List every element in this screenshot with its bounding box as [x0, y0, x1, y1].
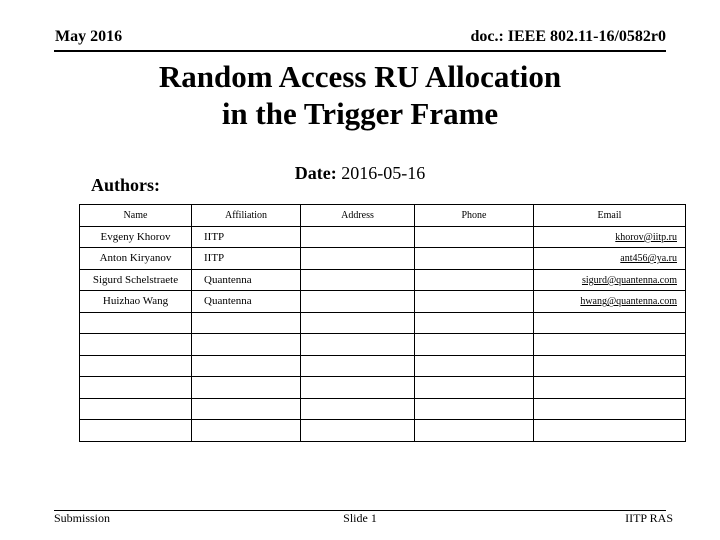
column-header-phone: Phone	[415, 205, 534, 227]
cell-email	[534, 334, 686, 356]
cell-email	[534, 291, 686, 313]
cell-name	[80, 312, 192, 334]
cell-name: Evgeny Khorov	[80, 226, 192, 248]
cell-address	[301, 291, 415, 313]
table-row	[80, 355, 686, 377]
footer-organization: IITP RAS	[625, 511, 673, 525]
cell-affiliation: Quantenna	[192, 269, 301, 291]
cell-name	[80, 355, 192, 377]
cell-address	[301, 334, 415, 356]
table-row	[80, 377, 686, 399]
email-link[interactable]: khorov@iitp.ru	[615, 231, 677, 243]
table-body	[80, 226, 686, 441]
cell-name: Anton Kiryanov	[80, 248, 192, 270]
header-divider	[54, 50, 666, 52]
footer-slide-number: Slide 1	[343, 511, 377, 525]
cell-phone	[415, 226, 534, 248]
slide-title: Random Access RU Allocation in the Trigger Frame	[158, 59, 562, 131]
date-value: 2016-05-16	[341, 163, 426, 183]
column-header-email: Email	[534, 205, 686, 227]
table-header-row	[80, 205, 686, 227]
cell-email	[534, 377, 686, 399]
column-header-name: Name	[80, 205, 192, 227]
cell-affiliation	[192, 312, 301, 334]
email-link[interactable]: hwang@quantenna.com	[580, 296, 677, 308]
cell-phone	[415, 355, 534, 377]
cell-email	[534, 420, 686, 442]
cell-address	[301, 420, 415, 442]
cell-affiliation	[192, 377, 301, 399]
table-row	[80, 334, 686, 356]
cell-address	[301, 355, 415, 377]
footer-submission: Submission	[54, 511, 111, 525]
cell-email	[534, 269, 686, 291]
cell-phone	[415, 420, 534, 442]
cell-affiliation	[192, 398, 301, 420]
cell-phone	[415, 312, 534, 334]
cell-phone	[415, 334, 534, 356]
authors-table	[79, 204, 686, 442]
table-row	[80, 248, 686, 270]
table-row	[80, 226, 686, 248]
cell-phone	[415, 248, 534, 270]
table-row	[80, 269, 686, 291]
cell-email	[534, 248, 686, 270]
cell-address	[301, 269, 415, 291]
cell-address	[301, 312, 415, 334]
column-header-address: Address	[301, 205, 415, 227]
cell-address	[301, 248, 415, 270]
table-row	[80, 291, 686, 313]
header-date: May 2016	[55, 28, 123, 45]
cell-affiliation: IITP	[192, 248, 301, 270]
date-label: Date:	[294, 163, 337, 183]
cell-email	[534, 226, 686, 248]
cell-phone	[415, 377, 534, 399]
cell-name	[80, 420, 192, 442]
cell-address	[301, 398, 415, 420]
cell-email	[534, 312, 686, 334]
cell-affiliation: Quantenna	[192, 291, 301, 313]
table-row	[80, 312, 686, 334]
cell-phone	[415, 291, 534, 313]
cell-affiliation	[192, 355, 301, 377]
header-doc-id: doc.: IEEE 802.11-16/0582r0	[470, 28, 666, 45]
cell-affiliation: IITP	[192, 226, 301, 248]
column-header-affiliation: Affiliation	[192, 205, 301, 227]
cell-phone	[415, 269, 534, 291]
table-row	[80, 398, 686, 420]
email-link[interactable]: sigurd@quantenna.com	[581, 274, 677, 286]
cell-email	[534, 355, 686, 377]
cell-name	[80, 377, 192, 399]
cell-phone	[415, 398, 534, 420]
cell-email	[534, 398, 686, 420]
cell-name	[80, 398, 192, 420]
cell-address	[301, 226, 415, 248]
cell-address	[301, 377, 415, 399]
cell-name: Huizhao Wang	[80, 291, 192, 313]
cell-name	[80, 334, 192, 356]
cell-affiliation	[192, 334, 301, 356]
authors-label: Authors:	[91, 175, 161, 195]
table-row	[80, 420, 686, 442]
email-link[interactable]: ant456@ya.ru	[620, 253, 677, 265]
cell-name: Sigurd Schelstraete	[80, 269, 192, 291]
cell-affiliation	[192, 420, 301, 442]
